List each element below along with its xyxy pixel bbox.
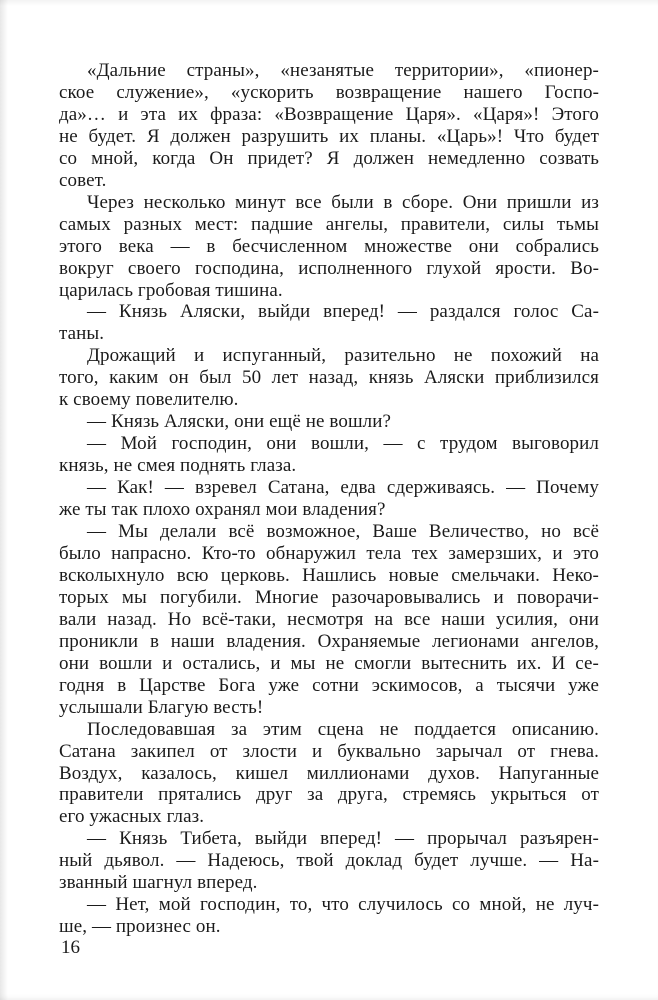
text-line: Воздух, казалось, кишел миллионами духов. Напуганные [59, 762, 599, 784]
text-line: — Как! — взревел Сатана, едва сдерживаясь. — Почему [87, 477, 599, 499]
paragraph [59, 301, 599, 345]
text-line: Последовавшая за этим сцена не поддается описанию. [87, 718, 599, 740]
text-line: его ужасных глаз. [59, 806, 205, 828]
text-line: всколыхнуло всю церковь. Нашлись новые смельчаки. Неко- [59, 564, 599, 586]
paragraph [59, 345, 599, 411]
text-line: того, каким он был 50 лет назад, князь Аляски приблизился [59, 367, 599, 389]
text-line: — Мы делали всё возможное, Ваше Величество, но всё [87, 521, 599, 543]
text-line: к своему повелителю. [59, 389, 239, 411]
text-line: ный дьявол. — Надеюсь, твой доклад будет лучше. — На- [59, 850, 599, 872]
text-line: — Князь Аляски, выйди вперед! — раздался голос Са- [87, 301, 599, 323]
text-line: услышали Благую весть! [59, 696, 264, 718]
text-line: — Нет, мой господин, то, что случилось со мной, не луч- [87, 894, 599, 916]
text-line: годня в Царстве Бога уже сотни эскимосов, а тысячи уже [59, 674, 599, 696]
text-line: Через несколько минут все были в сборе. Они пришли из [87, 191, 599, 213]
text-line: было напрасно. Кто-то обнаружил тела тех замерзших, и это [59, 542, 599, 564]
text-line: не будет. Я должен разрушить их планы. «Царь»! Что будет [59, 125, 599, 147]
paragraph [59, 60, 599, 192]
paragraph [59, 521, 599, 719]
text-line: вали назад. Но всё-таки, несмотря на все наши усилия, они [59, 608, 599, 630]
paragraph [59, 894, 599, 938]
text-line: правители прятались друг за друга, стремясь укрыться от [59, 784, 599, 806]
paragraph [59, 433, 599, 477]
text-line: они вошли и остались, и мы не смогли вытеснить их. И се- [59, 652, 599, 674]
page-number: 16 [61, 937, 80, 958]
text-line: этого века — в бесчисленном множестве они собрались [59, 235, 599, 257]
text-line: Дрожащий и испуганный, разительно не похожий на [87, 345, 599, 367]
text-line: царилась гробовая тишина. [59, 279, 283, 301]
text-line: же ты так плохо охранял мои владения? [59, 499, 386, 521]
text-line: совет. [59, 169, 107, 191]
text-line: таны. [59, 323, 105, 345]
text-line: вокруг своего господина, исполненного глухой ярости. Во- [59, 257, 599, 279]
paragraph [59, 719, 599, 829]
text-line: со мной, когда Он придет? Я должен немедленно созвать [59, 147, 599, 169]
text-line: ше, — произнес он. [59, 916, 221, 938]
text-line: — Князь Тибета, выйди вперед! — прорычал разъярен- [87, 828, 599, 850]
text-line: князь, не смея поднять глаза. [59, 455, 297, 477]
text-line: — Князь Аляски, они ещё не вошли? [87, 411, 392, 433]
text-line: да»… и эта их фраза: «Возвращение Царя». «Царя»! Этого [59, 103, 599, 125]
text-line: ское служение», «ускорить возвращение нашего Госпо- [59, 81, 599, 103]
page-text [59, 60, 599, 938]
paragraph [59, 477, 599, 521]
text-line: званный шагнул вперед. [59, 872, 258, 894]
text-line: — Мой господин, они вошли, — с трудом выговорил [87, 433, 599, 455]
paragraph [59, 828, 599, 894]
text-line: торых мы погубили. Многие разочаровывались и поворачи- [59, 586, 599, 608]
text-line: Сатана закипел от злости и буквально зарычал от гнева. [59, 740, 599, 762]
text-line: «Дальние страны», «незанятые территории», «пионер- [87, 60, 599, 81]
paragraph [59, 411, 599, 433]
text-line: проникли в наши владения. Охраняемые легионами ангелов, [59, 630, 599, 652]
paragraph [59, 192, 599, 302]
text-line: самых разных мест: падшие ангелы, правители, силы тьмы [59, 213, 599, 235]
